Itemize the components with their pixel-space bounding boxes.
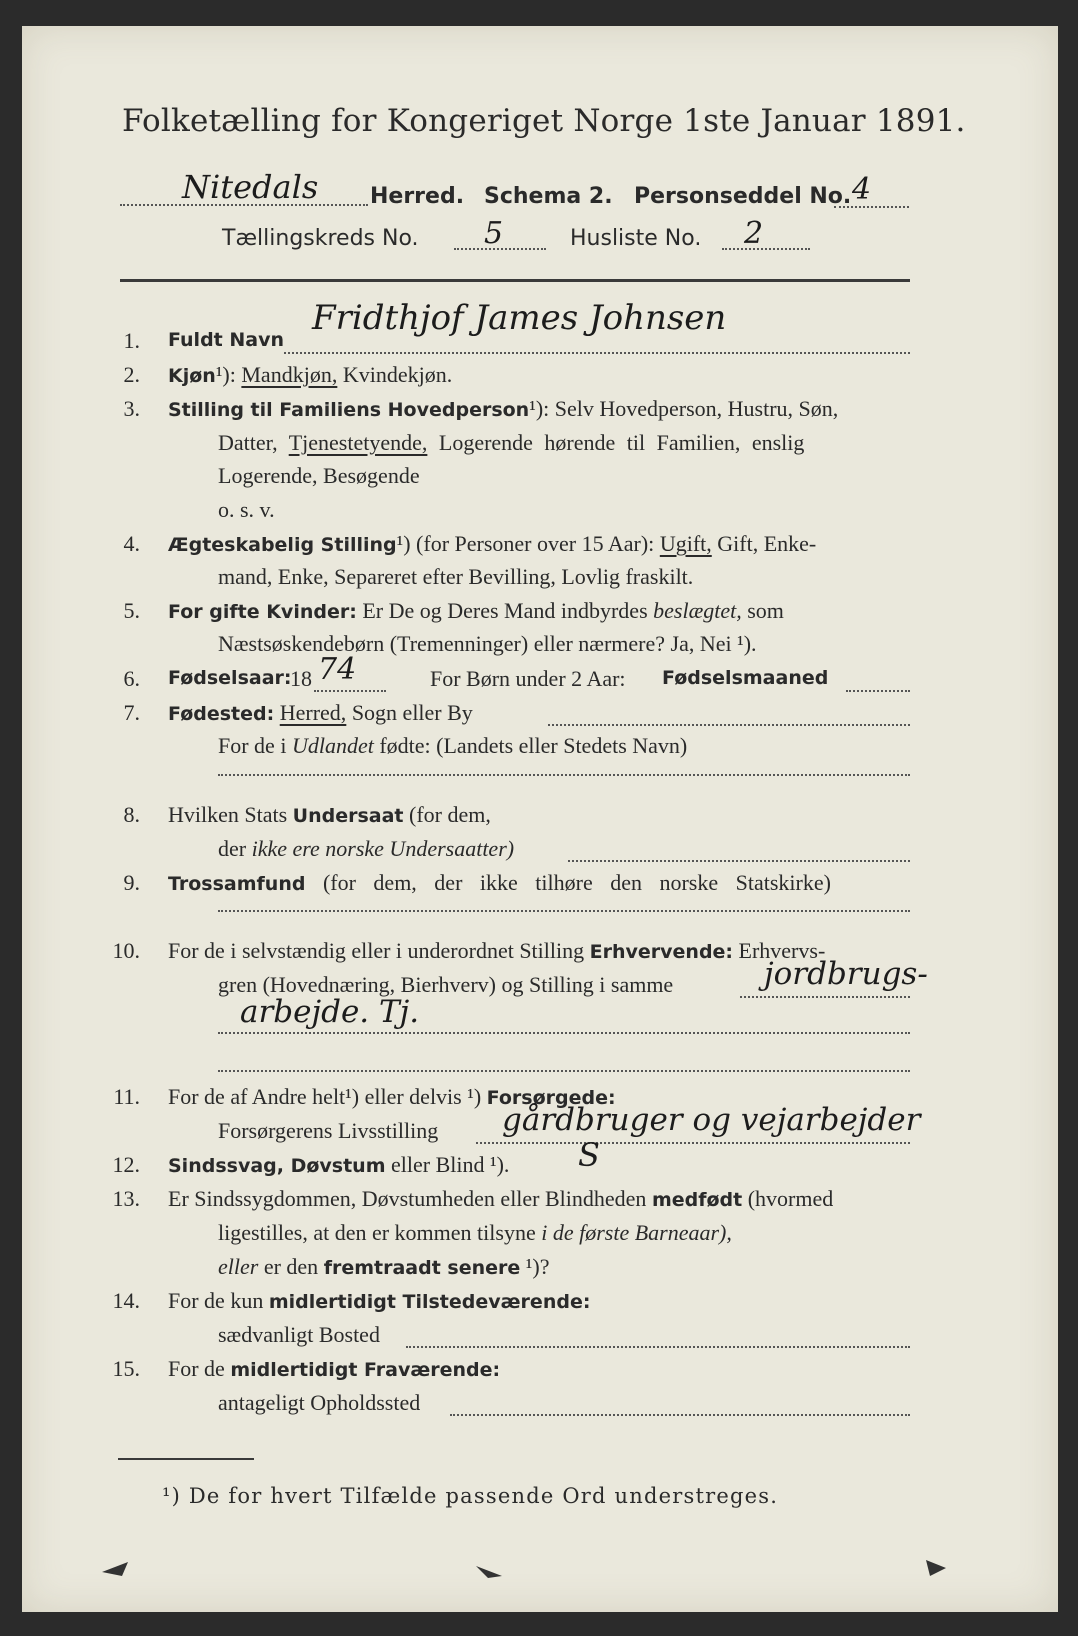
husliste-value: 2	[744, 216, 764, 251]
q13-text-1: Er Sindssygdommen, Døvstumheden eller Blindheden	[168, 1186, 647, 1211]
q4-number: 4.	[123, 531, 140, 556]
q6-label2: Fødselsmaaned	[662, 667, 829, 689]
q10-value-2: arbejde. Tj.	[240, 994, 420, 1030]
q9-dotted-line	[218, 910, 910, 912]
q2-option-mandkjon: Mandkjøn,	[241, 362, 338, 387]
q6-year-dotted-line	[314, 690, 386, 692]
q5-text-1: Er De og Deres Mand indbyrdes	[362, 598, 648, 623]
q13-text-4: er den	[263, 1254, 319, 1279]
q15-number: 15.	[112, 1356, 140, 1381]
q8-line1	[168, 802, 491, 828]
q3-line4: o. s. v.	[218, 497, 275, 522]
q3-option-datter: Datter,	[218, 430, 278, 455]
q6-prefix: 18	[290, 666, 312, 691]
q4-line2: mand, Enke, Separeret efter Bevilling, Lovlig fraskilt.	[218, 564, 694, 589]
q5-number: 5.	[123, 598, 140, 623]
q12-value: S	[578, 1136, 600, 1174]
q13-forste-barneaar: i de første Barneaar),	[541, 1220, 732, 1245]
q8-text-1: Hvilken Stats	[168, 802, 288, 827]
q13-number: 13.	[112, 1186, 140, 1211]
q2-option-kvindekjon: Kvindekjøn.	[342, 362, 453, 387]
footnote: ¹) De for hvert Tilfælde passende Ord understreges.	[162, 1484, 779, 1508]
husliste-label: Husliste No.	[570, 226, 702, 251]
q3-options-1: ¹): Selv Hovedperson, Hustru, Søn,	[529, 396, 839, 421]
q8-label: Undersaat	[292, 805, 404, 827]
q5-text-2: som	[747, 598, 784, 623]
kreds-value: 5	[484, 216, 504, 251]
q8-text-3: der	[218, 836, 247, 861]
q7-dotted-line	[548, 724, 910, 726]
q6-year-value: 74	[318, 652, 357, 687]
personseddel-value: 4	[852, 172, 872, 207]
q3-option-tjenestetyende: Tjenestetyende,	[288, 430, 428, 455]
q2-label: Kjøn	[168, 365, 216, 387]
q11-value: gårdbruger og vejarbejder	[502, 1102, 921, 1138]
footnote-rule	[118, 1458, 254, 1460]
q7-label: Fødested:	[168, 703, 275, 725]
q3-line3: Logerende, Besøgende	[218, 463, 420, 488]
q2-number: 2.	[123, 362, 140, 387]
q3-line2	[218, 430, 804, 456]
schema-label: Schema 2.	[484, 184, 613, 209]
q7-number: 7.	[123, 700, 140, 725]
q1-name-value: Fridthjof James Johnsen	[312, 298, 727, 338]
q13-text-3: ligestilles, at den er kommen tilsyne	[218, 1220, 536, 1245]
q10-dotted-line-3	[218, 1070, 910, 1072]
q13-line1	[168, 1186, 833, 1212]
q8-number: 8.	[123, 802, 140, 827]
q10-number: 10.	[112, 938, 140, 963]
q5-line1	[168, 598, 784, 624]
corner-mark-right	[922, 1556, 952, 1580]
q5-line2: Næstsøskendebørn (Tremenninger) eller nærmere? Ja, Nei ¹).	[218, 631, 757, 656]
q15-dotted-line	[450, 1414, 910, 1416]
q6-number: 6.	[123, 666, 140, 691]
q14-text-1: For de kun	[168, 1288, 264, 1313]
q4-line1	[168, 531, 816, 557]
q14-line1	[168, 1288, 590, 1314]
q12-label: Sindssvag, Døvstum	[168, 1155, 386, 1177]
form-title: Folketælling for Kongeriget Norge 1ste Januar 1891.	[122, 103, 966, 139]
q8-ikke-norske: ikke ere norske Undersaatter)	[251, 836, 515, 861]
q13-label2: fremtraadt senere	[323, 1257, 521, 1279]
q9-rest: (for dem, der ikke tilhøre den norske Statskirke)	[322, 870, 831, 895]
q1-dotted-line	[284, 352, 910, 354]
herred-label: Herred.	[370, 184, 465, 209]
q10-dotted-line-2	[218, 1032, 910, 1034]
q15-text-1: For de	[168, 1356, 225, 1381]
q10-line1	[168, 938, 825, 964]
q10-label: Erhvervende:	[589, 941, 734, 963]
q2-sup: ¹):	[215, 362, 236, 387]
q10-text-1: For de i selvstændig eller i underordnet Stilling	[168, 938, 585, 963]
q14-dotted-line	[406, 1346, 910, 1348]
q11-dotted-line	[476, 1142, 910, 1144]
q10-value-1: jordbrugs-	[764, 956, 928, 992]
q14-number: 14.	[112, 1288, 140, 1313]
q11-line2: Forsørgerens Livsstilling	[218, 1118, 439, 1143]
q7-text-1: For de i	[218, 733, 287, 758]
q12-line1	[168, 1152, 509, 1178]
q10-text-2: Erhvervs-	[738, 938, 826, 963]
q7-line1	[168, 700, 473, 726]
q11-text-2: ¹) eller delvis ¹)	[345, 1084, 482, 1109]
q3-label: Stilling til Familiens Hovedperson	[168, 399, 530, 421]
q11-label: Forsørgede:	[486, 1087, 616, 1109]
q12-number: 12.	[112, 1152, 140, 1177]
personseddel-dotted-line	[834, 206, 909, 208]
corner-mark-left	[100, 1558, 134, 1578]
husliste-dotted-line	[722, 248, 810, 250]
q8-line2	[218, 836, 514, 862]
q9-line1	[168, 870, 831, 896]
q12-rest: eller Blind ¹).	[391, 1152, 510, 1177]
q7-text-2: fødte: (Landets eller Stedets Navn)	[379, 733, 688, 758]
q4-label: Ægteskabelig Stilling	[168, 534, 397, 556]
q10-dotted-line-1	[740, 996, 910, 998]
q4-text-1: ¹) (for Personer over 15 Aar):	[396, 531, 655, 556]
q1-number: 1.	[123, 328, 140, 353]
q7-option-herred: Herred,	[279, 700, 347, 725]
kreds-label: Tællingskreds No.	[222, 226, 419, 251]
herred-value: Nitedals	[182, 168, 319, 206]
q2-line	[168, 362, 452, 388]
q6-mid-text: For Børn under 2 Aar:	[430, 666, 626, 691]
corner-mark-center	[472, 1562, 506, 1582]
q7-line2	[218, 733, 687, 759]
q10-line2: gren (Hovednæring, Bierhverv) og Stilling i samme	[218, 972, 674, 997]
header-divider	[120, 279, 910, 282]
q13-text-5: ¹)?	[525, 1254, 550, 1279]
q11-text-1: For de af Andre helt	[168, 1084, 346, 1109]
q15-line2: antageligt Opholdssted	[218, 1390, 421, 1415]
q8-text-2: (for dem,	[409, 802, 491, 827]
q5-label: For gifte Kvinder:	[168, 601, 357, 623]
census-form-sheet	[22, 26, 1058, 1612]
q5-beslaegtet: beslægtet,	[653, 598, 742, 623]
q1-label: Fuldt Navn	[168, 329, 285, 351]
q9-label: Trossamfund	[168, 873, 306, 895]
q6-month-dotted-line	[846, 690, 910, 692]
q15-line1	[168, 1356, 500, 1382]
q3-line1	[168, 396, 838, 422]
q3-number: 3.	[123, 396, 140, 421]
q4-text-2: Gift, Enke-	[717, 531, 817, 556]
q13-label: medfødt	[651, 1189, 743, 1211]
q13-line2	[218, 1220, 732, 1246]
personseddel-label: Personseddel No.	[634, 184, 852, 209]
q14-label: midlertidigt Tilstedeværende:	[268, 1291, 591, 1313]
q9-number: 9.	[123, 870, 140, 895]
q11-number: 11.	[113, 1084, 140, 1109]
q7-udlandet: Udlandet	[291, 733, 374, 758]
q3-options-2: Logerende hørende til Familien, enslig	[438, 430, 805, 455]
q4-option-ugift: Ugift,	[659, 531, 712, 556]
q15-label: midlertidigt Fraværende:	[230, 1359, 501, 1381]
q6-label: Fødselsaar:	[168, 667, 292, 689]
q7-rest: Sogn eller By	[351, 700, 473, 725]
q13-line3	[218, 1254, 549, 1280]
q7-dotted-line-2	[218, 774, 910, 776]
q8-dotted-line	[568, 860, 910, 862]
q13-text-2: (hvormed	[747, 1186, 834, 1211]
q14-line2: sædvanligt Bosted	[218, 1322, 380, 1347]
q13-eller: eller	[218, 1254, 259, 1279]
